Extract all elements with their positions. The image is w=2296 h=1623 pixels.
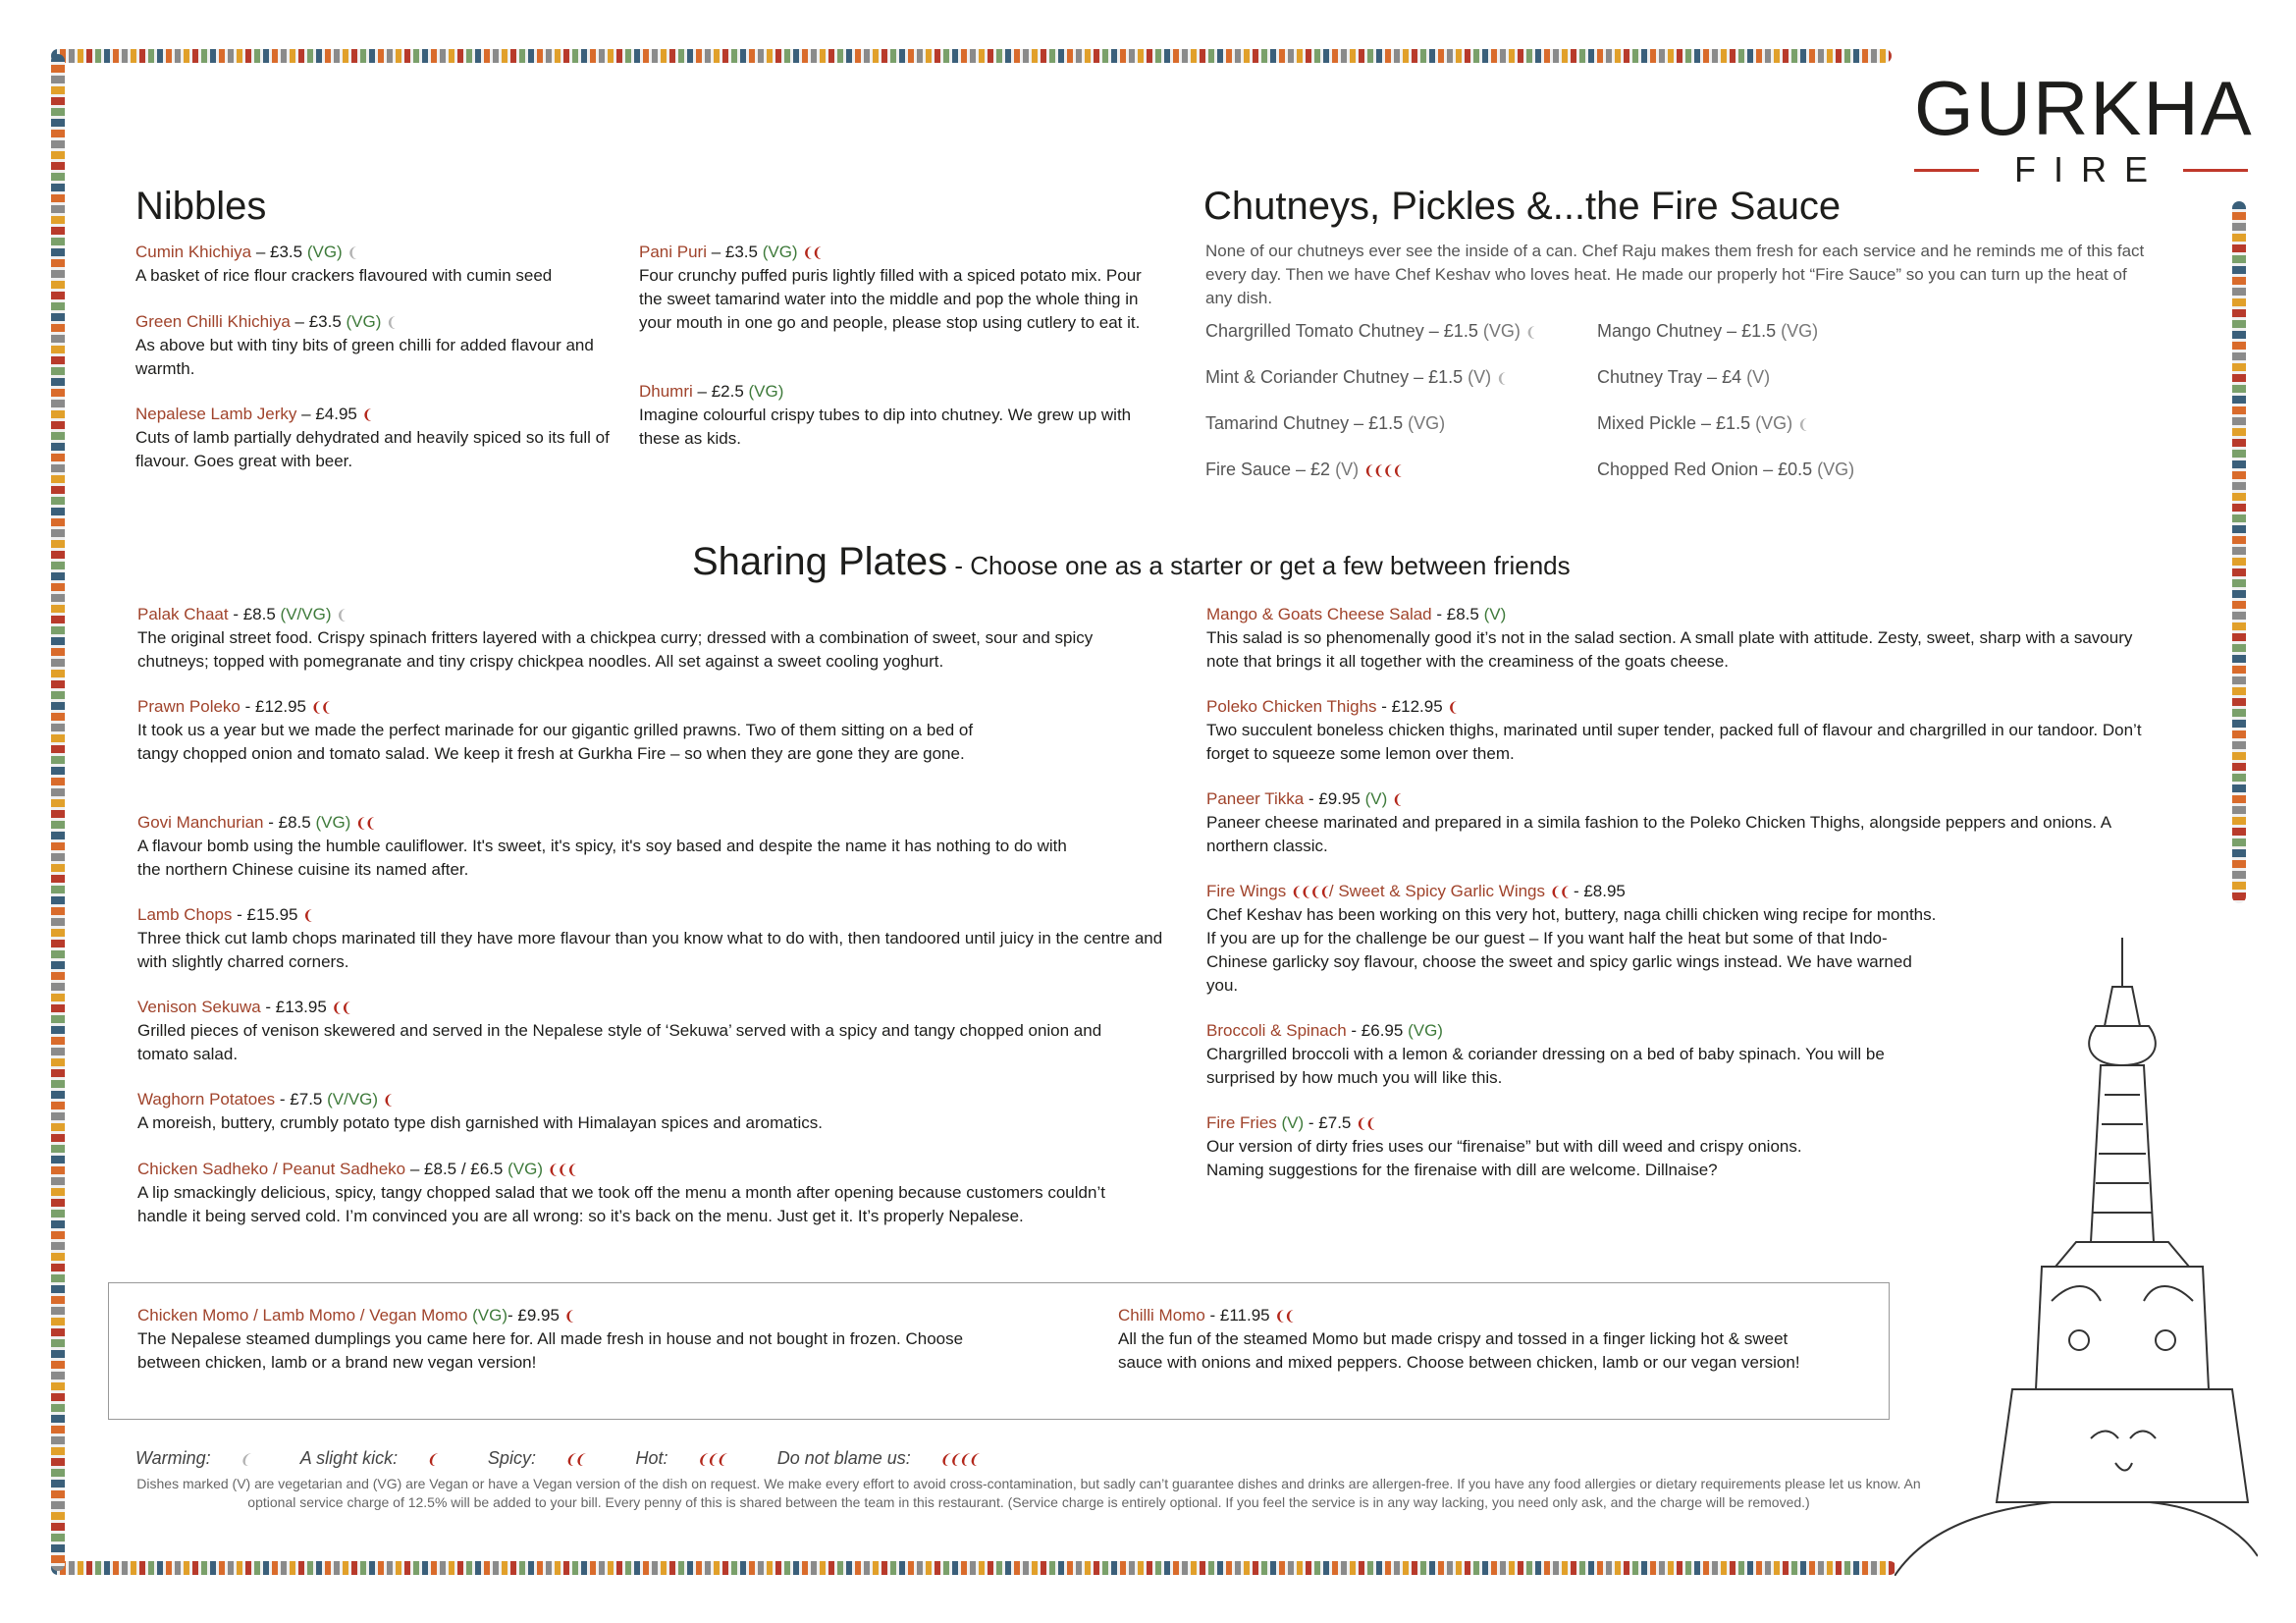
left-border — [51, 54, 65, 1571]
allergen-notice: Dishes marked (V) are vegetarian and (VG) are Vegan or have a Vegan version of the dish on request. We make every effort to avoid cross-contamination, but sadly can’t guarantee dishes and drinks are allergen-free. If you have any food allergies or dietary requirements please let us know. An optional service charge of 12.5% will be added to your bill. Every penny of this is shared between the team in this restaurant. (Service charge is entirely optional. If you feel the service is in any way lacking, you need only ask, and the charge will be removed.) — [136, 1476, 1921, 1510]
menu-item: Chilli Momo - £11.95 ❨❨ All the fun of the steamed Momo but made crispy and tossed in a finger licking hot & sweet sauce with onions and mixed peppers. Choose between chicken, lamb or our vegan version! — [1118, 1306, 1800, 1372]
stupa-illustration — [1895, 928, 2258, 1576]
sharing-subtitle: - Choose one as a starter or get a few between friends — [947, 551, 1571, 580]
chili-pepper-icon: ❨ — [361, 406, 372, 422]
logo-main: GURKHA — [1914, 65, 2254, 151]
menu-item: Pani Puri – £3.5 (VG) ❨❨ Four crunchy puffed puris lightly filled with a spiced potato mix. Pour the sweet tamarind water into the middle and pop the whole thing in your mouth in one go and people, please stop using cutlery to eat it. — [639, 243, 1142, 332]
logo-rule-right — [2183, 169, 2248, 172]
menu-item: Govi Manchurian - £8.5 (VG) ❨❨ A flavour bomb using the humble cauliflower. It's sweet, it's spicy, it's soy based and despite the name it has nothing to do with the northern Chinese cuisine its named after. — [137, 813, 1067, 879]
chili-pepper-icon: ❨ — [386, 314, 396, 330]
menu-item: Chicken Sadheko / Peanut Sadheko – £8.5 / £6.5 (VG) ❨❨❨ A lip smackingly delicious, spicy, tangy chopped salad that we took off the menu a month after opening because customers couldn’t handle it being served cold. I’m convinced you are all wrong: so it’s back on the menu. Just get it. It’s properly Nepalese. — [137, 1160, 1105, 1225]
logo — [1914, 65, 2254, 190]
chili-pepper-icon: ❨❨ — [802, 244, 822, 260]
chili-pepper-icon: ❨ — [1524, 324, 1535, 340]
menu-item: Lamb Chops - £15.95 ❨ Three thick cut lamb chops marinated till they have more flavour than you know what to do with, then tandoored until juicy in the centre and with slightly charred corners. — [137, 905, 1163, 971]
chili-pepper-icon: ❨ — [426, 1451, 436, 1467]
menu-item: Green Chilli Khichiya – £3.5 (VG) ❨ As above but with tiny bits of green chilli for added flavour and warmth. — [135, 312, 594, 378]
chutney-item: Tamarind Chutney – £1.5 (VG) — [1205, 413, 1446, 433]
right-border — [2232, 201, 2246, 903]
menu-item: Fire Wings ❨❨❨❨/ Sweet & Spicy Garlic Wings ❨❨ - £8.95 Chef Keshav has been working on this very hot, buttery, naga chilli chicken wing recipe for months. If you are up for the challenge be our guest – If you want half the heat but some of that Indo-Chinese garlicky soy flavour, choose the sweet and spicy garlic wings instead. We have warned you. — [1206, 882, 1937, 995]
logo-sub: FIRE — [2013, 149, 2165, 189]
chutney-item: Mixed Pickle – £1.5 (VG) ❨ — [1597, 413, 1807, 433]
menu-item: Venison Sekuwa - £13.95 ❨❨ Grilled pieces of venison skewered and served in the Nepalese style of ‘Sekuwa’ served with a spicy and tangy chopped onion and tomato salad. — [137, 998, 1102, 1063]
chili-pepper-icon: ❨❨ — [1274, 1308, 1294, 1324]
chili-pepper-icon: ❨ — [563, 1308, 574, 1324]
chili-pepper-icon: ❨ — [1797, 416, 1807, 432]
chili-pepper-icon: ❨❨❨ — [547, 1162, 576, 1177]
menu-item: Prawn Poleko - £12.95 ❨❨ It took us a year but we made the perfect marinade for our gigantic grilled prawns. Two of them sitting on a bed of tangy chopped onion and tomato salad. We keep it fresh at Gurkha Fire – so when they are gone they are gone. — [137, 697, 974, 763]
menu-item: Palak Chaat - £8.5 (V/VG) ❨ The original street food. Crispy spinach fritters layered with a chickpea curry; dressed with a combination of sweet, sour and spicy chutneys; topped with pomegranate and tiny crispy chickpea noodles. All set against a sweet cooling yoghurt. — [137, 605, 1094, 671]
chutney-item: Chopped Red Onion – £0.5 (VG) — [1597, 460, 1855, 479]
chutney-item: Chargrilled Tomato Chutney – £1.5 (VG) ❨ — [1205, 321, 1535, 341]
bottom-border — [51, 1561, 1896, 1575]
chili-pepper-icon: ❨ — [336, 607, 346, 622]
chili-pepper-icon: ❨❨❨❨ — [1363, 462, 1403, 478]
chutney-item: Mango Chutney – £1.5 (VG) — [1597, 321, 1819, 341]
chutney-item: Chutney Tray – £4 (V) — [1597, 367, 1771, 387]
chili-pepper-icon: ❨ — [239, 1451, 249, 1467]
menu-item: Paneer Tikka - £9.95 (V) ❨ Paneer cheese marinated and prepared in a simila fashion to the Poleko Chicken Thighs, alongside peppers and onions. A northern classic. — [1206, 789, 2111, 855]
menu-item: Nepalese Lamb Jerky – £4.95 ❨ Cuts of lamb partially dehydrated and heavily spiced so its full of flavour. Goes great with beer. — [135, 405, 610, 470]
logo-rule-left — [1914, 169, 1979, 172]
chili-pepper-icon: ❨❨ — [331, 1000, 351, 1015]
chili-pepper-icon: ❨❨ — [1549, 884, 1570, 899]
chili-pepper-icon: ❨❨ — [355, 815, 375, 831]
chutneys-intro: None of our chutneys ever see the inside of a can. Chef Raju makes them fresh for each service and he reminds me of this fact every day. Then we have Chef Keshav who loves heat. He made our properly hot “Fire Sauce” so you can turn up the heat of any dish. — [1205, 242, 2145, 307]
menu-item: Dhumri – £2.5 (VG) Imagine colourful crispy tubes to dip into chutney. We grew up with these as kids. — [639, 382, 1132, 448]
menu-item: Cumin Khichiya – £3.5 (VG) ❨ A basket of rice flour crackers flavoured with cumin seed — [135, 243, 553, 285]
chili-pepper-icon: ❨❨ — [1356, 1115, 1375, 1131]
chutney-item: Fire Sauce – £2 (V) ❨❨❨❨ — [1205, 460, 1403, 479]
nibbles-heading: Nibbles — [135, 185, 267, 228]
chili-pepper-icon: ❨ — [302, 907, 312, 923]
menu-item: Broccoli & Spinach - £6.95 (VG) Chargrilled broccoli with a lemon & coriander dressing on a bed of baby spinach. You will be surprised by how much you will like this. — [1206, 1021, 1885, 1087]
chutneys-heading: Chutneys, Pickles &...the Fire Sauce — [1203, 185, 1842, 228]
top-border — [51, 49, 1892, 63]
menu-item: Fire Fries (V) - £7.5 ❨❨ Our version of dirty fries uses our “firenaise” but with dill weed and crispy onions. Naming suggestions for the firenaise with dill are welcome. Dillnaise? — [1206, 1113, 1802, 1179]
chili-pepper-icon: ❨❨ — [563, 1451, 584, 1467]
menu-item: Poleko Chicken Thighs - £12.95 ❨ Two succulent boneless chicken thighs, marinated until super tender, packed full of flavour and chargrilled in our tandoor. Don’t forget to squeeze some lemon over them. — [1206, 697, 2142, 763]
chutney-item: Mint & Coriander Chutney – £1.5 (V) ❨ — [1205, 367, 1506, 387]
chili-pepper-icon: ❨❨❨ — [696, 1451, 725, 1467]
heat-legend: Warming: ❨ A slight kick: ❨ Spicy: ❨❨ Hot: ❨❨❨ Do not blame us: ❨❨❨❨ — [135, 1448, 978, 1468]
chili-pepper-icon: ❨ — [1447, 699, 1458, 715]
chili-pepper-icon: ❨❨❨❨ — [1290, 884, 1329, 899]
menu-item: Chicken Momo / Lamb Momo / Vegan Momo (VG)- £9.95 ❨ The Nepalese steamed dumplings you came here for. All made fresh in house and not bought in frozen. Choose between chicken, lamb or a brand new vegan version! — [137, 1306, 964, 1372]
chili-pepper-icon: ❨ — [1496, 370, 1506, 386]
chili-pepper-icon: ❨❨❨❨ — [938, 1451, 978, 1467]
chili-pepper-icon: ❨❨ — [310, 699, 331, 715]
menu-item: Waghorn Potatoes - £7.5 (V/VG) ❨ A moreish, buttery, crumbly potato type dish garnished with Himalayan spices and aromatics. — [137, 1090, 823, 1132]
chili-pepper-icon: ❨ — [1392, 791, 1402, 807]
chili-pepper-icon: ❨ — [347, 244, 357, 260]
menu-item: Mango & Goats Cheese Salad - £8.5 (V) This salad is so phenomenally good it’s not in the salad section. A small plate with attitude. Zesty, sweet, sharp with a savoury note that brings it all together with the creaminess of the goats cheese. — [1206, 605, 2133, 671]
chili-pepper-icon: ❨ — [382, 1092, 393, 1108]
sharing-heading: Sharing Plates - Choose one as a starter or get a few between friends — [692, 540, 1571, 583]
